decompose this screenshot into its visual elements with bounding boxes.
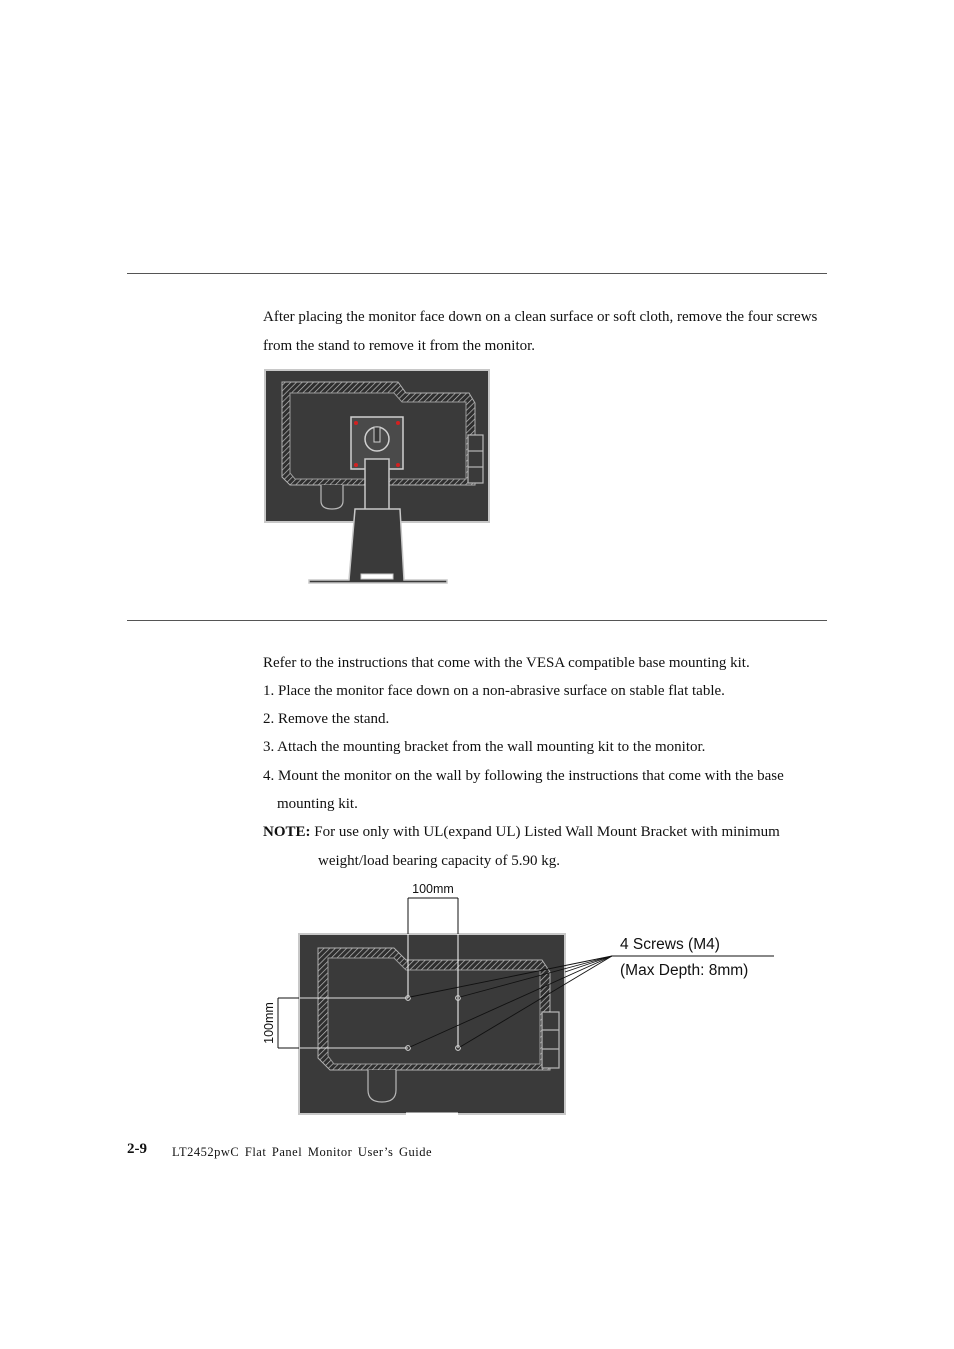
note-line xyxy=(263,818,780,847)
step-2: 2. Remove the stand. xyxy=(263,711,390,727)
stand-removal-paragraph: After placing the monitor face down on a clean surface or soft cloth, remove the four screws from the stand to remove it from the monitor. xyxy=(263,309,818,354)
note-continuation: weight/load bearing capacity of 5.90 kg. xyxy=(318,853,561,869)
vesa-mount-diagram xyxy=(258,878,778,1118)
callout-max-depth: (Max Depth: 8mm) xyxy=(620,962,749,979)
step-4: 4. Mount the monitor on the wall by following the instructions that come with the base xyxy=(263,768,784,784)
stand-removal-illustration xyxy=(264,369,492,587)
step-3: 3. Attach the mounting bracket from the wall mounting kit to the monitor. xyxy=(263,739,706,755)
callout-screws: 4 Screws (M4) xyxy=(620,936,720,953)
step-1: 1. Place the monitor face down on a non-abrasive surface on stable flat table. xyxy=(263,683,725,699)
section-rule-top xyxy=(127,273,827,274)
step-4-continuation: mounting kit. xyxy=(277,796,358,812)
note-text: For use only with UL(expand UL) Listed Wall Mount Bracket with minimum xyxy=(310,824,780,840)
note-label: NOTE: xyxy=(263,824,311,840)
screw-hole xyxy=(396,421,400,425)
dimension-vertical-label: 100mm xyxy=(262,1002,276,1044)
screw-hole xyxy=(396,463,400,467)
document-title: LT2452pwC Flat Panel Monitor User’s Guide xyxy=(172,1145,433,1159)
stand-neck xyxy=(365,459,389,513)
page-number: 2-9 xyxy=(127,1141,147,1157)
dimension-horizontal-label: 100mm xyxy=(412,882,454,896)
vesa-intro: Refer to the instructions that come with the VESA compatible base mounting kit. xyxy=(263,655,750,671)
section-rule-middle xyxy=(127,620,827,621)
screw-hole xyxy=(354,421,358,425)
screw-hole xyxy=(354,463,358,467)
